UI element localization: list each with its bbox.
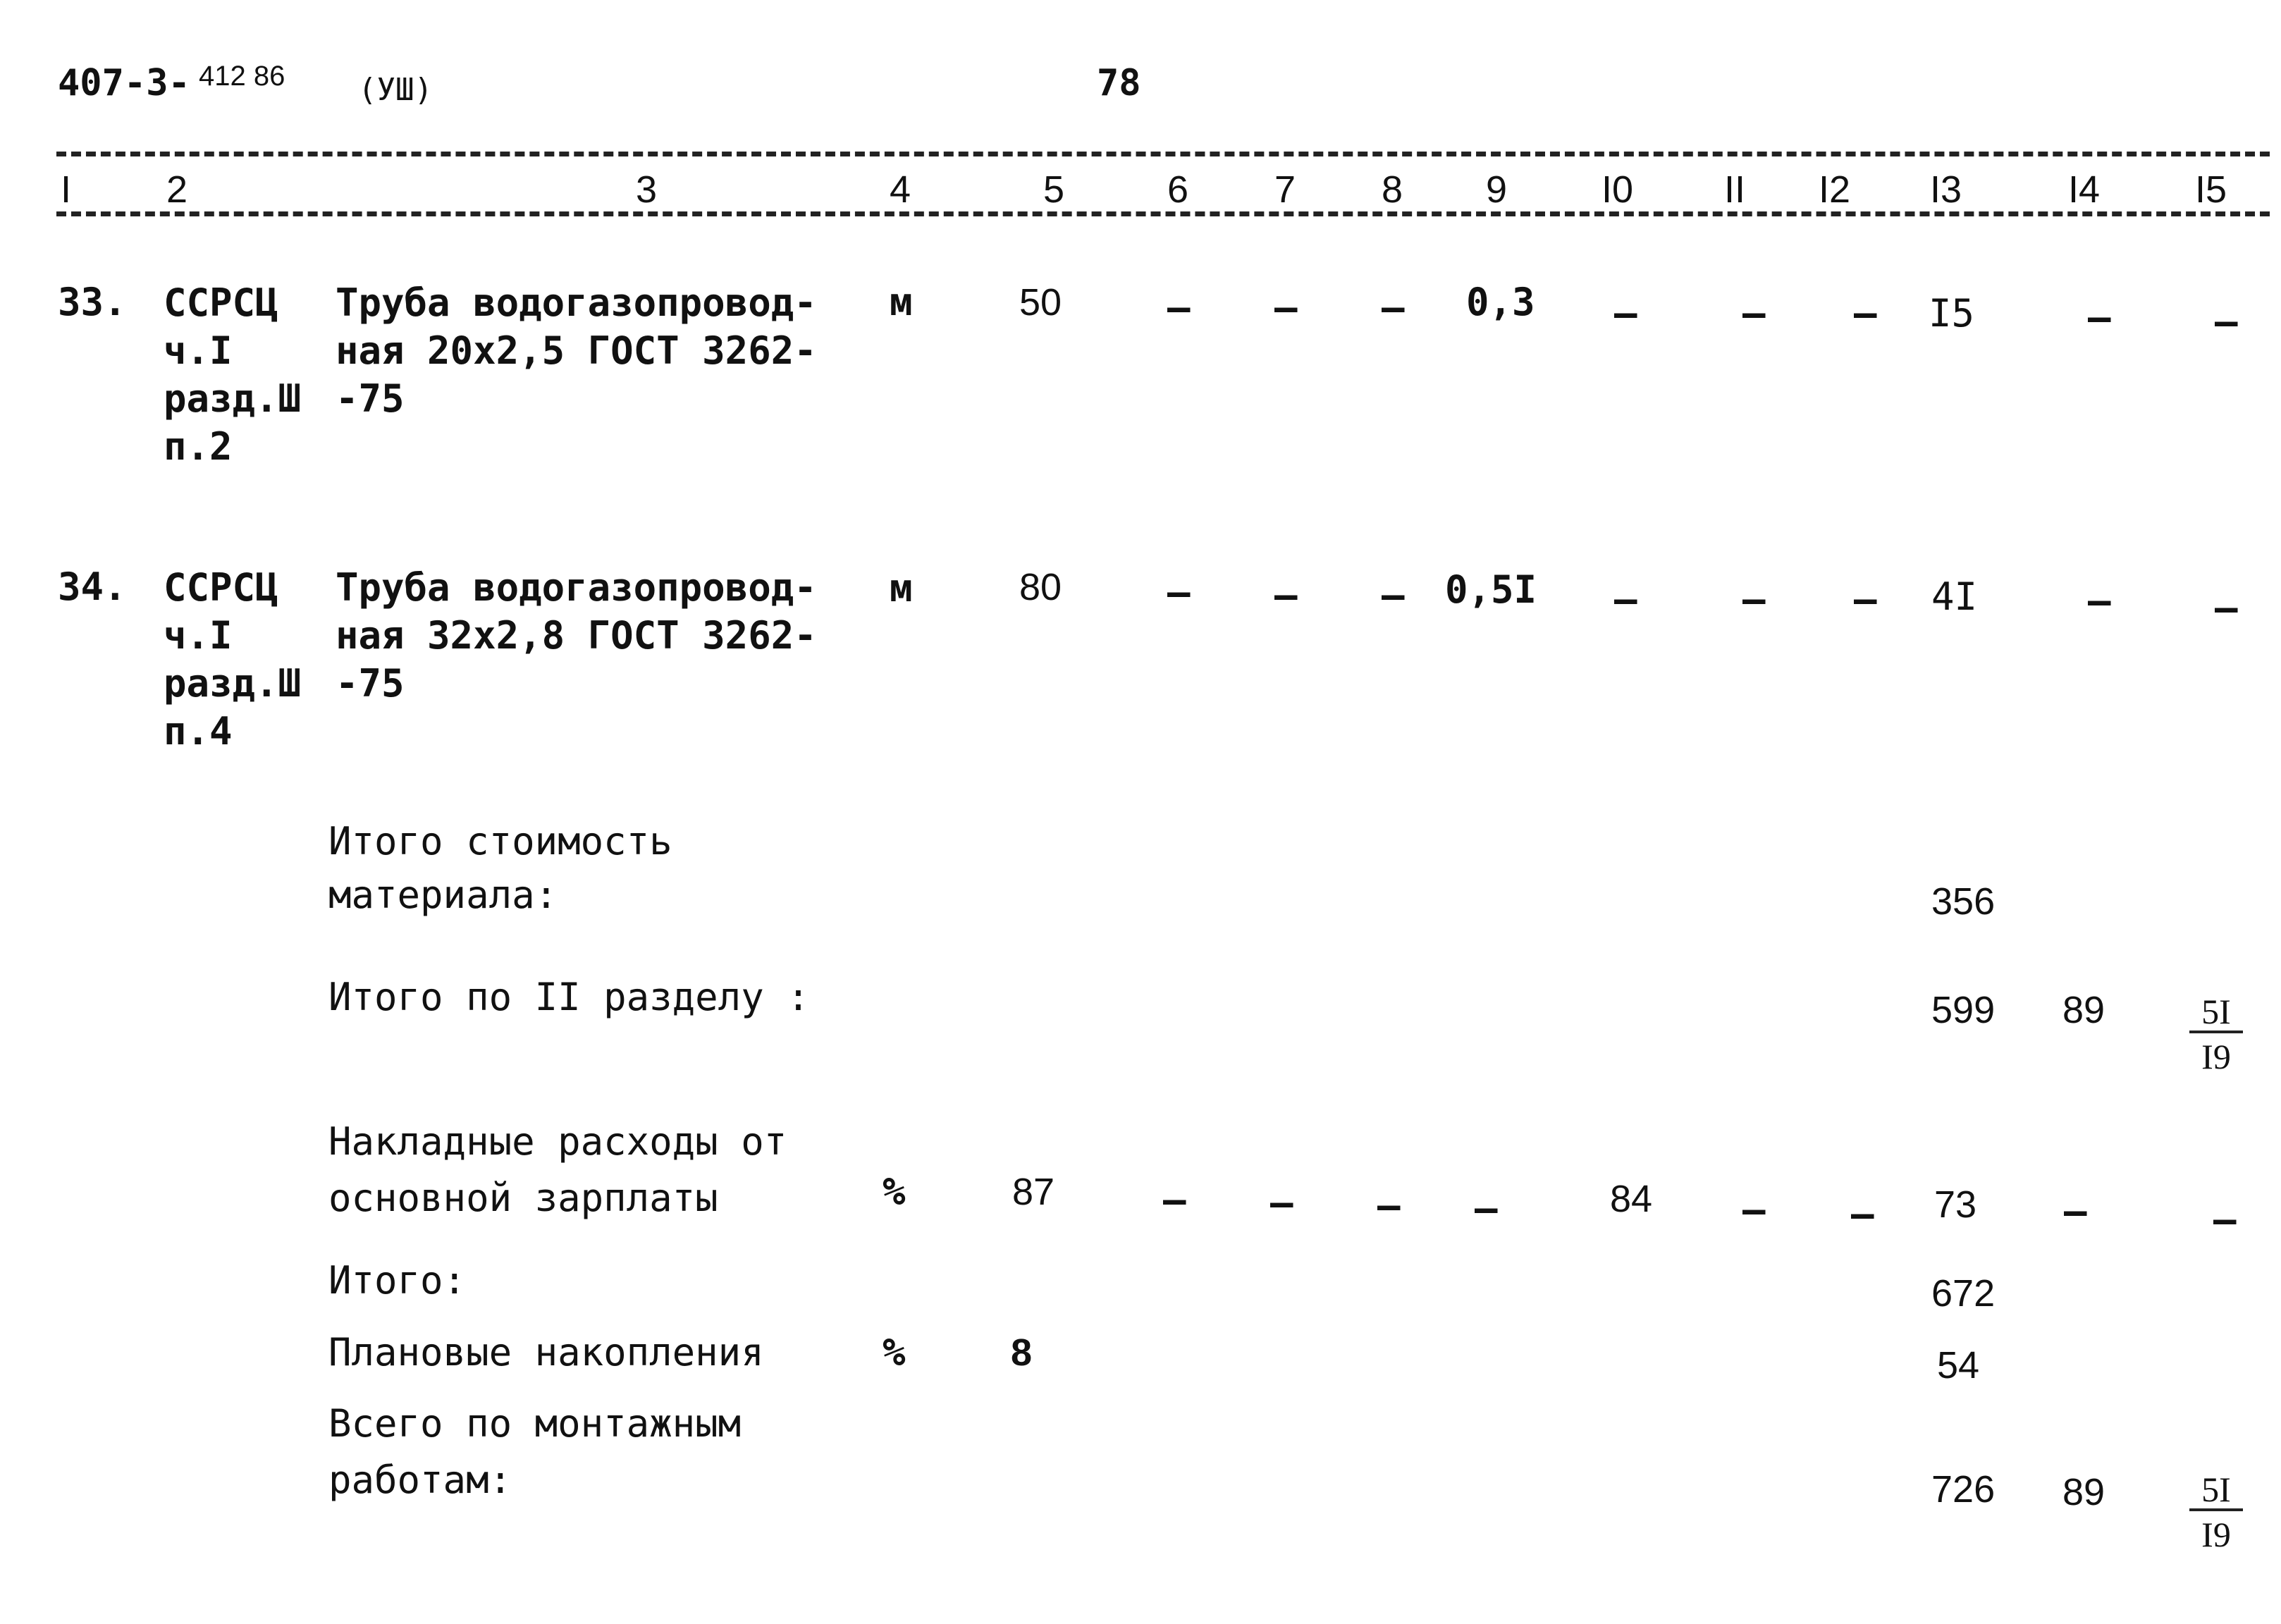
row-c10: – (1614, 291, 1637, 336)
row-c11: – (1742, 577, 1766, 622)
subtotal-label: Итого: (328, 1258, 467, 1303)
row-c6: – (1167, 285, 1191, 330)
planned-label: Плановые накопления (328, 1330, 764, 1374)
row-c10: – (1614, 577, 1637, 622)
grand-total-label: Всего по монтажным работам: (328, 1401, 742, 1502)
row-code: ССРСЦ ч.I разд.Ш п.4 (164, 565, 302, 753)
planned-unit: % (883, 1330, 906, 1374)
row-c8: – (1382, 573, 1405, 617)
grand-total-c13: 726 (1931, 1468, 1996, 1511)
column-number: 9 (1486, 168, 1508, 211)
row-number: 33. (58, 280, 127, 324)
row-c15: – (2215, 300, 2238, 344)
document-code-handwritten: 412 86 (199, 61, 285, 92)
row-name: Труба водогазопровод- ная 32х2,8 ГОСТ 3262- -75 (336, 565, 817, 706)
row-c6: – (1167, 570, 1191, 615)
row-code: ССРСЦ ч.I разд.Ш п.2 (164, 281, 302, 469)
row-c7: – (1274, 285, 1298, 330)
column-number: I4 (2068, 168, 2101, 211)
planned-c13: 54 (1937, 1344, 1980, 1386)
column-number: 3 (636, 168, 658, 211)
column-number: I2 (1819, 168, 1851, 211)
row-c13: I5 (1929, 291, 1975, 336)
overhead-label: Накладные расходы от основной зарплаты (328, 1119, 787, 1220)
row-c5: 50 (1019, 281, 1062, 324)
row-c14: – (2088, 295, 2111, 340)
column-number: 6 (1167, 168, 1189, 211)
overhead-c12: – (1851, 1192, 1874, 1236)
row-c12: – (1854, 291, 1877, 336)
total-c13: 599 (1931, 989, 1996, 1031)
overhead-c7: – (1270, 1181, 1293, 1225)
row-c9: 0,3 (1466, 280, 1535, 324)
total-label: Итого стоимость материала: (328, 819, 672, 917)
row-name: Труба водогазопровод- ная 20х2,5 ГОСТ 3262- -75 (336, 281, 817, 421)
row-c9: 0,5I (1445, 567, 1537, 612)
subtotal-c13: 672 (1931, 1272, 1996, 1315)
row-unit: м (890, 566, 913, 610)
row-c13: 4I (1931, 574, 1978, 619)
table-header-top-rule (56, 152, 2270, 156)
overhead-unit: % (883, 1169, 906, 1214)
total-c14: 89 (2062, 989, 2105, 1031)
row-c5: 80 (1019, 566, 1062, 608)
row-c12: – (1854, 577, 1877, 622)
row-c8: – (1382, 285, 1405, 330)
planned-c5: 8 (1011, 1331, 1033, 1374)
page-number: 78 (1097, 62, 1141, 104)
grand-total-c14: 89 (2062, 1471, 2105, 1513)
column-number: 4 (890, 168, 911, 211)
row-unit: м (890, 280, 913, 324)
column-number: I3 (1930, 168, 1962, 211)
row-c11: – (1742, 291, 1766, 336)
column-number: 8 (1382, 168, 1403, 211)
document-code: 407-3- (58, 62, 190, 104)
total-c15-fraction (2189, 994, 2243, 1074)
column-number: I0 (1601, 168, 1634, 211)
column-number: I (61, 168, 72, 211)
row-number: 34. (58, 565, 127, 609)
column-number: 2 (166, 168, 188, 211)
overhead-c14: – (2064, 1189, 2087, 1234)
overhead-c6: – (1163, 1178, 1186, 1222)
overhead-c11: – (1742, 1188, 1766, 1232)
fraction-top: 5I (2189, 994, 2243, 1033)
row-c7: – (1274, 573, 1298, 617)
overhead-c9: – (1475, 1186, 1498, 1231)
overhead-c13: 73 (1934, 1183, 1977, 1226)
overhead-c15: – (2213, 1198, 2237, 1242)
table-header-bottom-rule (56, 211, 2270, 216)
fraction-bottom: I9 (2201, 1515, 2231, 1554)
column-number: 7 (1274, 168, 1296, 211)
total-label: Итого по II разделу : (328, 975, 810, 1019)
fraction-bottom: I9 (2201, 1037, 2231, 1076)
overhead-c8: – (1377, 1183, 1401, 1228)
column-number: I5 (2195, 168, 2227, 211)
overhead-c5: 87 (1012, 1171, 1055, 1213)
row-c14: – (2088, 579, 2111, 623)
overhead-c10: 84 (1610, 1178, 1653, 1220)
total-c13: 356 (1931, 880, 1996, 923)
column-number: 5 (1043, 168, 1065, 211)
grand-total-c15-fraction (2189, 1472, 2243, 1552)
sheet-label: (УШ) (358, 72, 433, 108)
column-number: II (1724, 168, 1746, 211)
row-c15: – (2215, 586, 2238, 630)
fraction-top: 5I (2189, 1472, 2243, 1511)
